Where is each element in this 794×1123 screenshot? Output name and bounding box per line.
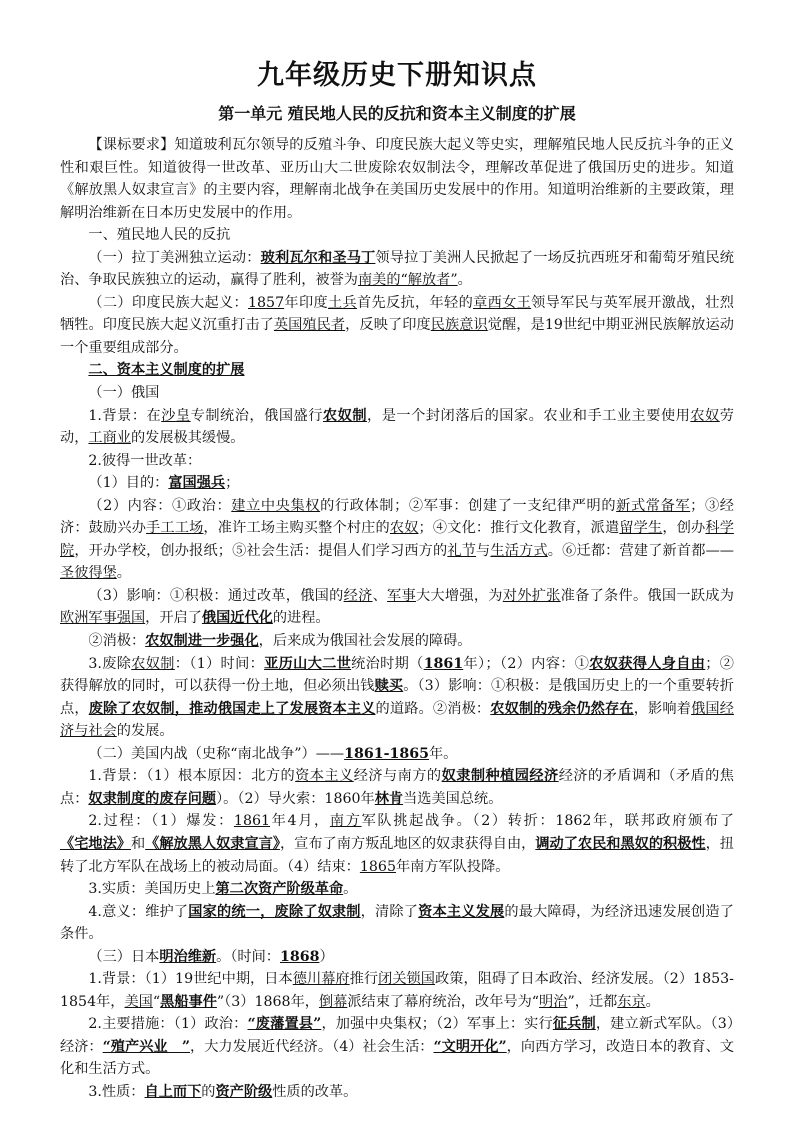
text-run: 3.实质：美国历史上: [88, 881, 216, 898]
emphasized-text: 英国殖民者: [273, 317, 346, 334]
text-run: 的: [201, 1083, 216, 1100]
paragraph: [60, 765, 734, 810]
text-run: 统治时期（: [351, 655, 424, 672]
text-run: 劳动，: [60, 407, 734, 447]
emphasized-text: 农奴制: [322, 407, 368, 424]
text-run: （二）美国内战（史称“南北战争”）——: [88, 745, 345, 762]
text-run: 准备了条件。俄国一跃成为: [560, 587, 734, 604]
text-run: ，影响着: [633, 700, 692, 717]
text-run: 2.过程：（1）爆发：: [88, 813, 234, 830]
text-run: 年。: [428, 745, 458, 762]
text-run: 1.背景：在: [88, 407, 162, 424]
paragraph: [60, 224, 734, 247]
emphasized-text: 富国强兵: [168, 475, 226, 492]
emphasized-text: 1868: [279, 948, 320, 965]
text-run: 性质的改革。: [272, 1083, 358, 1100]
text-run: ，扭转了北方军队在战场上的被动局面。（4）结束：: [60, 835, 734, 875]
emphasized-text: 资产阶级: [215, 1083, 273, 1100]
text-run: （一）俄国: [88, 385, 160, 402]
text-run: “: [152, 993, 161, 1010]
emphasized-text: “殖产兴业 ”: [102, 1038, 190, 1055]
paragraph: [60, 472, 734, 495]
paragraph: [60, 878, 734, 901]
paragraph: [60, 405, 734, 450]
emphasized-text: 俄国近代化: [201, 610, 273, 627]
text-run: ；: [225, 475, 240, 492]
text-run: 的发展极其缓慢。: [130, 430, 245, 447]
text-run: 的进程。: [272, 610, 330, 627]
text-run: ，宣布了南方叛乱地区的奴隶获得自由，: [279, 835, 536, 852]
text-run: 领导拉丁美洲人民掀起了一场反抗西班牙和葡萄牙殖民统治、争取民族独立的运动，赢得了胜利，被誉为: [60, 249, 734, 289]
paragraph: [60, 585, 734, 630]
text-run: （二）印度民族大起义：: [88, 294, 248, 311]
text-run: 。: [457, 272, 472, 289]
text-run: ，向西方学习，改造日本的教育、文化和生活方式。: [60, 1038, 734, 1078]
paragraph: [60, 495, 734, 585]
emphasized-text: 玻利瓦尔和圣马丁: [260, 249, 376, 266]
text-run: （1）目的：: [88, 475, 169, 492]
emphasized-text: 德川幕府: [292, 971, 350, 988]
emphasized-text: 1861: [423, 655, 464, 672]
text-run: ，创办: [662, 520, 706, 537]
emphasized-text: 黑船事件: [160, 993, 217, 1010]
emphasized-text: 科学院: [60, 520, 734, 559]
text-run: ，开办学校，创办报纸；⑤社会生活：提倡人们学习西方的: [74, 542, 448, 559]
emphasized-text: 手工工场: [146, 520, 204, 537]
text-run: ，是一个封闭落后的国家。农业和手工业主要使用: [367, 407, 691, 424]
text-run: （一）拉丁美洲独立运动：: [88, 249, 261, 266]
emphasized-text: 欧洲军事强国: [60, 610, 146, 627]
paragraph: [60, 382, 734, 405]
text-run: （3）影响：①积极：通过改革，俄国的: [88, 587, 344, 604]
text-run: 4.意义：维护了: [88, 903, 189, 920]
text-run: 觉醒，是19世纪中期亚洲民族解放运动一个重要组成部分。: [60, 317, 734, 356]
emphasized-text: 圣彼得堡: [60, 565, 117, 582]
emphasized-text: 征兵制: [552, 1016, 596, 1033]
text-run: 2.主要措施：（1）政治：: [88, 1016, 248, 1033]
emphasized-text: 建立中央集权: [231, 497, 321, 514]
paragraph: [60, 946, 734, 969]
text-run: 派结束了幕府统治，改年号为“: [347, 993, 540, 1010]
text-run: 军队挑起战争。（2）转折：1862年，联邦政府颁布了: [361, 813, 734, 830]
text-run: 与: [476, 542, 491, 559]
text-run: ”（3）1868年，: [216, 993, 319, 1010]
emphasized-text: 奴隶制度的废存问题: [88, 790, 217, 807]
text-run: 。: [116, 565, 131, 582]
text-run: ）。（2）导火索：1860年: [216, 790, 375, 807]
paragraph: [60, 630, 734, 653]
text-run: 年4月，: [270, 813, 330, 830]
emphasized-text: 《解放黑人奴隶宣言》: [145, 835, 280, 852]
text-run: 。⑥迁都：营建了新首都——: [547, 542, 734, 559]
emphasized-text: 奴隶制种植园经济: [441, 768, 559, 785]
emphasized-text: 新式常备军: [616, 497, 691, 514]
text-run: ，准许工场主购买整个村庄的: [203, 520, 390, 537]
text-run: ；②获得解放的同时，可以获得一份土地，但必须出钱: [60, 655, 734, 695]
text-run: 2.彼得一世改革：: [88, 452, 202, 469]
paragraph: [60, 743, 734, 766]
emphasized-text: 工商业: [88, 430, 131, 447]
emphasized-text: 国家的统一，废除了奴隶制: [188, 903, 361, 920]
emphasized-text: 章西女王: [473, 294, 532, 311]
paragraph: [60, 134, 734, 224]
emphasized-text: 赎买: [374, 678, 404, 695]
emphasized-text: 农奴制进一步强化: [145, 633, 259, 650]
text-run: ，反映了印度: [345, 317, 431, 334]
text-run: 3.性质：: [88, 1083, 145, 1100]
emphasized-text: 农奴: [389, 520, 419, 537]
text-run: ”，迁都: [567, 993, 618, 1010]
emphasized-text: 经济: [343, 587, 373, 604]
emphasized-text: 倒幕: [318, 993, 348, 1010]
text-run: 。（3）影响：①积极：是俄国历史上的一个重要转折点，: [60, 678, 734, 717]
emphasized-text: 闭关锁国: [378, 971, 436, 988]
unit-subtitle: 第一单元 殖民地人民的反抗和资本主义制度的扩展: [218, 104, 576, 123]
emphasized-text: 农奴获得人身自由: [589, 655, 706, 672]
emphasized-text: “废藩置县”: [247, 1016, 322, 1033]
text-run: 。: [343, 881, 358, 898]
text-run: 的发展。: [116, 723, 174, 740]
emphasized-text: 亚历山大二世: [264, 655, 352, 672]
text-run: 年）；（2）内容：①: [463, 655, 590, 672]
text-run: 经济与南方的: [353, 768, 442, 785]
emphasized-text: 《宅地法》: [60, 835, 131, 852]
emphasized-text: 资本主义: [295, 768, 354, 785]
emphasized-text: 农奴制的残余仍然存在: [490, 700, 634, 717]
paragraph: [60, 1013, 734, 1081]
emphasized-text: 沙皇: [161, 407, 191, 424]
text-run: ，加强中央集权；（2）军事上：实行: [321, 1016, 553, 1033]
page-title: 九年级历史下册知识点: [257, 60, 537, 91]
emphasized-text: 对外扩张: [502, 587, 561, 604]
text-run: 1.背景：（1）19世纪中期，日本: [88, 971, 293, 988]
emphasized-text: 调动了农民和黑奴的积极性: [535, 835, 706, 852]
paragraph: [60, 810, 734, 878]
emphasized-text: 1861: [233, 813, 271, 830]
text-run: 领导军民与英军展开激战，壮烈牺牲。印度民族大起义沉重打击了: [60, 294, 734, 334]
emphasized-text: 生活方式: [490, 542, 548, 559]
emphasized-text: 明治维新: [159, 948, 217, 965]
emphasized-text: 南美的“解放者”: [357, 272, 458, 289]
text-run: ：（1）时间：: [174, 655, 265, 672]
text-run: 。（时间：: [216, 948, 280, 965]
emphasized-text: 林肯: [374, 790, 404, 807]
emphasized-text: 东京: [617, 993, 646, 1010]
document-body: [60, 134, 734, 1104]
emphasized-text: 1861-1865: [344, 745, 429, 762]
emphasized-text: 美国: [124, 993, 153, 1010]
text-run: 专制统治，俄国盛行: [190, 407, 323, 424]
emphasized-text: 1857: [248, 294, 285, 311]
text-run: ；③经济：鼓励兴办: [60, 497, 734, 537]
text-run: 经济的矛盾调和（矛盾的焦点：: [60, 768, 734, 807]
emphasized-text: 南方: [329, 813, 362, 830]
emphasized-text: 1865: [359, 858, 396, 875]
emphasized-text: 废除了农奴制，推动俄国走上了发展资本主义: [88, 700, 376, 717]
paragraph: [60, 359, 734, 382]
text-run: ）: [319, 948, 334, 965]
emphasized-text: 留学生: [619, 520, 663, 537]
text-run: 推行: [349, 971, 379, 988]
text-run: 年印度: [284, 294, 328, 311]
text-run: 一、殖民地人民的反抗: [88, 227, 231, 244]
emphasized-text: 自上而下: [144, 1083, 202, 1100]
text-run: 和: [130, 835, 146, 852]
text-run: 的道路。②消极：: [375, 700, 491, 717]
text-run: ②消极：: [88, 633, 146, 650]
paragraph: [60, 1081, 734, 1104]
text-run: 。: [645, 993, 660, 1010]
text-run: ；④文化：推行文化教育，派遣: [418, 520, 620, 537]
emphasized-text: 农奴制: [131, 655, 175, 672]
emphasized-text: 礼节: [447, 542, 477, 559]
emphasized-text: “文明开化”: [433, 1038, 507, 1055]
emphasized-text: 明治: [539, 993, 568, 1010]
text-run: 年南方军队投降。: [395, 858, 510, 875]
emphasized-text: 民族意识: [430, 317, 488, 334]
emphasized-text: 二、资本主义制度的扩展: [88, 362, 245, 379]
text-run: 3.废除: [88, 655, 132, 672]
text-run: 【课标要求】知道玻利瓦尔领导的反殖斗争、印度民族大起义等史实，理解殖民地人民反抗斗争的正义性和艰巨性。知道彼得一世改革、亚历山大二世废除农奴制法令，理解改革促进了俄国历史的进步。知道《解放黑人奴隶宣言》的主要内容，理解南北战争在美国历史发展中的作用。知道明治维新的主要政策，理解明治维新在日本历史发展中的作用。: [60, 137, 734, 221]
text-run: 当选美国总统。: [403, 790, 503, 807]
text-run: 首先反抗，年轻的: [357, 294, 474, 311]
text-run: ，大力发展近代经济。（4）社会生活：: [190, 1038, 434, 1055]
text-run: ，建立新式军队。（3）经济：: [60, 1016, 734, 1055]
emphasized-text: 农奴: [690, 407, 720, 424]
text-run: ，后来成为俄国社会发展的障碍。: [258, 633, 472, 650]
emphasized-text: 俄国经济与社会: [60, 700, 734, 740]
paragraph: [60, 292, 734, 360]
text-run: 大大增强，为: [415, 587, 503, 604]
paragraph: [60, 901, 734, 946]
paragraph: [60, 653, 734, 743]
text-run: 1.背景：（1）根本原因：北方的: [88, 768, 296, 785]
emphasized-text: 军事: [387, 587, 416, 604]
emphasized-text: 资本主义发展: [418, 903, 505, 920]
paragraph: [60, 247, 734, 292]
text-run: ，清除了: [360, 903, 419, 920]
emphasized-text: 土兵: [327, 294, 357, 311]
text-run: 的行政体制；②军事：创建了一支纪律严明的: [320, 497, 617, 514]
text-run: 政策，阻碍了日本政治、经济发展。（2）1853-1854年，: [60, 971, 734, 1010]
text-run: ，开启了: [145, 610, 202, 627]
paragraph: [60, 450, 734, 473]
text-run: 、: [372, 587, 388, 604]
text-run: （2）内容：①政治：: [88, 497, 232, 514]
emphasized-text: 第二次资产阶级革命: [215, 881, 344, 898]
text-run: 的最大障碍，为经济迅速发展创造了条件。: [60, 903, 734, 943]
text-run: （三）日本: [88, 948, 160, 965]
paragraph: [60, 968, 734, 1013]
